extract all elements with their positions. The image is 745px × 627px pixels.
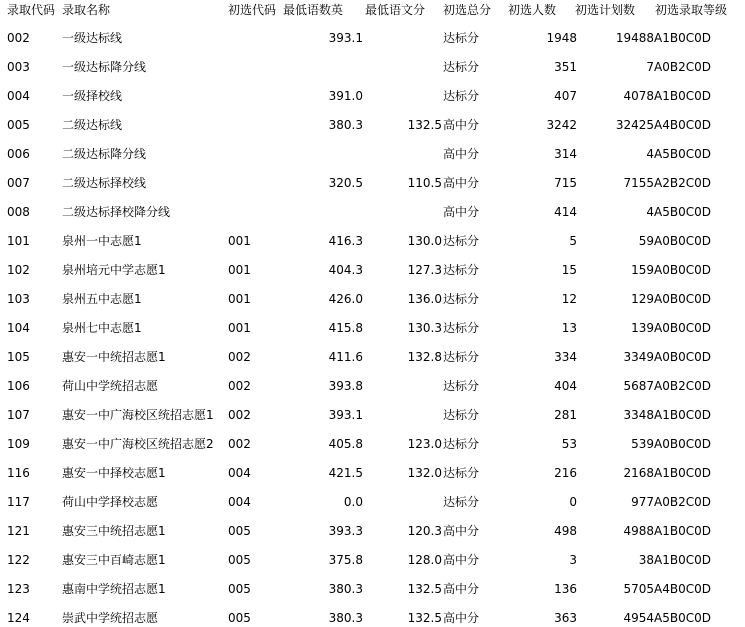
table-row [0, 406, 745, 424]
row-min-cn [380, 87, 442, 105]
row-init-code: 001 [228, 321, 251, 335]
table-row [0, 290, 745, 308]
row-total-type: 达标分 [443, 350, 480, 364]
row-code: 005 [7, 118, 30, 132]
row-total-type: 达标分 [443, 234, 480, 248]
row-plan: 4A5B0C0D [646, 205, 711, 219]
row-total-type: 达标分 [443, 60, 480, 74]
table-row [0, 58, 745, 76]
header-total-type: 初选总分 [443, 3, 492, 17]
row-plan: 4A5B0C0D [646, 147, 711, 161]
row-min-cn [380, 406, 442, 424]
row-name: 崇武中学统招志愿 [62, 611, 159, 625]
row-code: 116 [7, 466, 30, 480]
row-count: 1948 [546, 31, 577, 45]
row-plan: 19488A1B0C0D [615, 31, 711, 45]
row-init-code: 004 [228, 466, 251, 480]
header-name: 录取名称 [62, 3, 111, 17]
row-min-cn: 127.3 [407, 263, 442, 277]
row-plan: 4078A1B0C0D [623, 89, 711, 103]
row-init-code: 005 [228, 582, 251, 596]
row-total-type: 高中分 [443, 205, 480, 219]
header-code: 录取代码 [7, 3, 56, 17]
row-total-type: 达标分 [443, 292, 480, 306]
row-plan: 2168A1B0C0D [623, 466, 711, 480]
row-total-type: 达标分 [443, 321, 480, 335]
row-count: 404 [554, 379, 577, 393]
row-code: 103 [7, 292, 30, 306]
table-row [0, 551, 745, 569]
row-code: 006 [7, 147, 30, 161]
row-count: 3242 [546, 118, 577, 132]
table-row [0, 493, 745, 511]
row-init-code: 001 [228, 234, 251, 248]
row-min-cn [380, 493, 442, 511]
row-code: 008 [7, 205, 30, 219]
row-min-yux: 411.6 [328, 350, 363, 364]
row-name: 惠安一中广海校区统招志愿1 [62, 408, 214, 422]
row-min-yux [300, 203, 363, 221]
row-min-yux: 405.8 [328, 437, 363, 451]
header-plan: 初选计划数 [575, 3, 636, 17]
row-min-yux: 404.3 [328, 263, 363, 277]
row-init-code [228, 58, 283, 76]
row-min-cn: 123.0 [407, 437, 442, 451]
row-code: 003 [7, 60, 30, 74]
row-count: 216 [554, 466, 577, 480]
row-plan: 38A1B0C0D [638, 553, 711, 567]
table-row [0, 580, 745, 598]
table-row [0, 348, 745, 366]
row-plan: 4988A1B0C0D [623, 524, 711, 538]
row-total-type: 高中分 [443, 553, 480, 567]
row-name: 惠安一中择校志愿1 [62, 466, 166, 480]
row-min-yux: 415.8 [328, 321, 363, 335]
row-count: 0 [569, 495, 577, 509]
row-init-code: 005 [228, 524, 251, 538]
table-row [0, 319, 745, 337]
row-total-type: 达标分 [443, 408, 480, 422]
row-min-yux: 380.3 [328, 611, 363, 625]
table-row [0, 377, 745, 395]
row-min-yux: 391.0 [328, 89, 363, 103]
row-min-yux: 380.3 [328, 582, 363, 596]
row-init-code [228, 87, 283, 105]
row-name: 惠安三中百崎志愿1 [62, 553, 166, 567]
row-plan: 5705A4B0C0D [623, 582, 711, 596]
row-min-yux: 393.1 [328, 408, 363, 422]
row-code: 107 [7, 408, 30, 422]
row-init-code: 005 [228, 553, 251, 567]
row-code: 124 [7, 611, 30, 625]
table-row [0, 116, 745, 134]
row-code: 123 [7, 582, 30, 596]
row-plan: 7A0B2C0D [646, 60, 711, 74]
row-init-code [228, 29, 283, 47]
row-count: 13 [561, 321, 577, 335]
row-min-cn [380, 377, 442, 395]
row-min-cn: 130.0 [407, 234, 442, 248]
row-code: 004 [7, 89, 30, 103]
row-count: 351 [554, 60, 577, 74]
table-header [0, 1, 745, 19]
row-name: 一级达标降分线 [62, 60, 147, 74]
row-min-cn: 130.3 [407, 321, 442, 335]
row-name: 二级达标线 [62, 118, 123, 132]
row-code: 117 [7, 495, 30, 509]
row-plan: 7155A2B2C0D [623, 176, 711, 190]
table-row [0, 464, 745, 482]
header-level: 初选录取等级 [655, 3, 728, 17]
row-min-yux: 393.3 [328, 524, 363, 538]
row-init-code: 002 [228, 437, 251, 451]
table-row [0, 261, 745, 279]
row-total-type: 达标分 [443, 89, 480, 103]
row-min-cn: 136.0 [407, 292, 442, 306]
row-code: 007 [7, 176, 30, 190]
row-total-type: 高中分 [443, 582, 480, 596]
row-init-code: 001 [228, 292, 251, 306]
row-min-yux: 320.5 [328, 176, 363, 190]
row-init-code [228, 203, 283, 221]
row-code: 105 [7, 350, 30, 364]
row-name: 惠安一中广海校区统招志愿2 [62, 437, 214, 451]
table-row [0, 203, 745, 221]
row-init-code: 001 [228, 263, 251, 277]
row-init-code [228, 145, 283, 163]
row-total-type: 高中分 [443, 176, 480, 190]
row-count: 136 [554, 582, 577, 596]
row-count: 498 [554, 524, 577, 538]
row-min-yux: 426.0 [328, 292, 363, 306]
row-min-yux: 380.3 [328, 118, 363, 132]
row-init-code: 005 [228, 611, 251, 625]
row-plan: 4954A5B0C0D [623, 611, 711, 625]
row-min-yux [300, 145, 363, 163]
row-plan: 139A0B0C0D [631, 321, 711, 335]
row-name: 惠南中学统招志愿1 [62, 582, 166, 596]
row-count: 15 [561, 263, 577, 277]
header-init-code: 初选代码 [228, 3, 277, 17]
row-code: 104 [7, 321, 30, 335]
table-row [0, 29, 745, 47]
header-min-yux: 最低语数英 [283, 3, 344, 17]
row-count: 53 [561, 437, 577, 451]
row-code: 002 [7, 31, 30, 45]
row-code: 106 [7, 379, 30, 393]
row-name: 泉州一中志愿1 [62, 234, 142, 248]
table-row [0, 609, 745, 627]
row-name: 荷山中学统招志愿 [62, 379, 159, 393]
row-total-type: 达标分 [443, 31, 480, 45]
row-name: 泉州五中志愿1 [62, 292, 142, 306]
row-min-cn: 132.5 [407, 118, 442, 132]
row-min-cn: 132.8 [407, 350, 442, 364]
row-name: 一级择校线 [62, 89, 123, 103]
row-count: 5 [569, 234, 577, 248]
table-row [0, 522, 745, 540]
row-code: 102 [7, 263, 30, 277]
row-total-type: 达标分 [443, 466, 480, 480]
header-count: 初选人数 [508, 3, 557, 17]
row-plan: 539A0B0C0D [631, 437, 711, 451]
table-row [0, 87, 745, 105]
row-init-code: 002 [228, 379, 251, 393]
row-min-cn [380, 203, 442, 221]
row-count: 715 [554, 176, 577, 190]
row-total-type: 高中分 [443, 118, 480, 132]
row-name: 惠安三中统招志愿1 [62, 524, 166, 538]
row-min-cn: 132.5 [407, 582, 442, 596]
row-total-type: 达标分 [443, 495, 480, 509]
row-min-yux: 0.0 [343, 495, 363, 509]
row-init-code [228, 174, 283, 192]
row-code: 109 [7, 437, 30, 451]
row-min-yux [300, 58, 363, 76]
row-count: 363 [554, 611, 577, 625]
row-count: 414 [554, 205, 577, 219]
row-plan: 3348A1B0C0D [623, 408, 711, 422]
row-name: 二级达标择校线 [62, 176, 147, 190]
row-count: 281 [554, 408, 577, 422]
row-code: 122 [7, 553, 30, 567]
row-total-type: 达标分 [443, 379, 480, 393]
row-min-yux: 416.3 [328, 234, 363, 248]
row-name: 惠安一中统招志愿1 [62, 350, 166, 364]
row-total-type: 达标分 [443, 263, 480, 277]
row-name: 一级达标线 [62, 31, 123, 45]
row-init-code [228, 116, 283, 134]
row-name: 泉州七中志愿1 [62, 321, 142, 335]
row-min-cn [380, 58, 442, 76]
row-min-yux: 393.1 [328, 31, 363, 45]
row-plan: 5687A0B2C0D [623, 379, 711, 393]
row-min-yux: 393.8 [328, 379, 363, 393]
row-plan: 129A0B0C0D [631, 292, 711, 306]
row-name: 泉州培元中学志愿1 [62, 263, 166, 277]
row-count: 12 [561, 292, 577, 306]
row-plan: 3349A0B0C0D [623, 350, 711, 364]
row-plan: 32425A4B0C0D [615, 118, 711, 132]
row-min-yux: 375.8 [328, 553, 363, 567]
row-plan: 59A0B0C0D [638, 234, 711, 248]
header-min-cn: 最低语文分 [365, 3, 426, 17]
table-row [0, 232, 745, 250]
table-row [0, 174, 745, 192]
row-count: 314 [554, 147, 577, 161]
row-count: 3 [569, 553, 577, 567]
row-total-type: 达标分 [443, 437, 480, 451]
row-name: 二级达标降分线 [62, 147, 147, 161]
row-min-yux: 421.5 [328, 466, 363, 480]
row-min-cn: 110.5 [407, 176, 442, 190]
row-count: 334 [554, 350, 577, 364]
row-total-type: 高中分 [443, 147, 480, 161]
row-total-type: 高中分 [443, 611, 480, 625]
row-min-cn: 120.3 [407, 524, 442, 538]
row-min-cn [380, 145, 442, 163]
row-init-code: 002 [228, 350, 251, 364]
row-min-cn: 132.0 [407, 466, 442, 480]
row-min-cn [380, 29, 442, 47]
row-total-type: 高中分 [443, 524, 480, 538]
row-name: 荷山中学择校志愿 [62, 495, 159, 509]
row-count: 407 [554, 89, 577, 103]
row-init-code: 004 [228, 495, 251, 509]
row-code: 121 [7, 524, 30, 538]
row-code: 101 [7, 234, 30, 248]
table-row [0, 435, 745, 453]
row-init-code: 002 [228, 408, 251, 422]
row-min-cn: 132.5 [407, 611, 442, 625]
table-row [0, 145, 745, 163]
row-min-cn: 128.0 [407, 553, 442, 567]
row-plan: 977A0B2C0D [631, 495, 711, 509]
row-plan: 159A0B0C0D [631, 263, 711, 277]
row-name: 二级达标择校降分线 [62, 205, 171, 219]
